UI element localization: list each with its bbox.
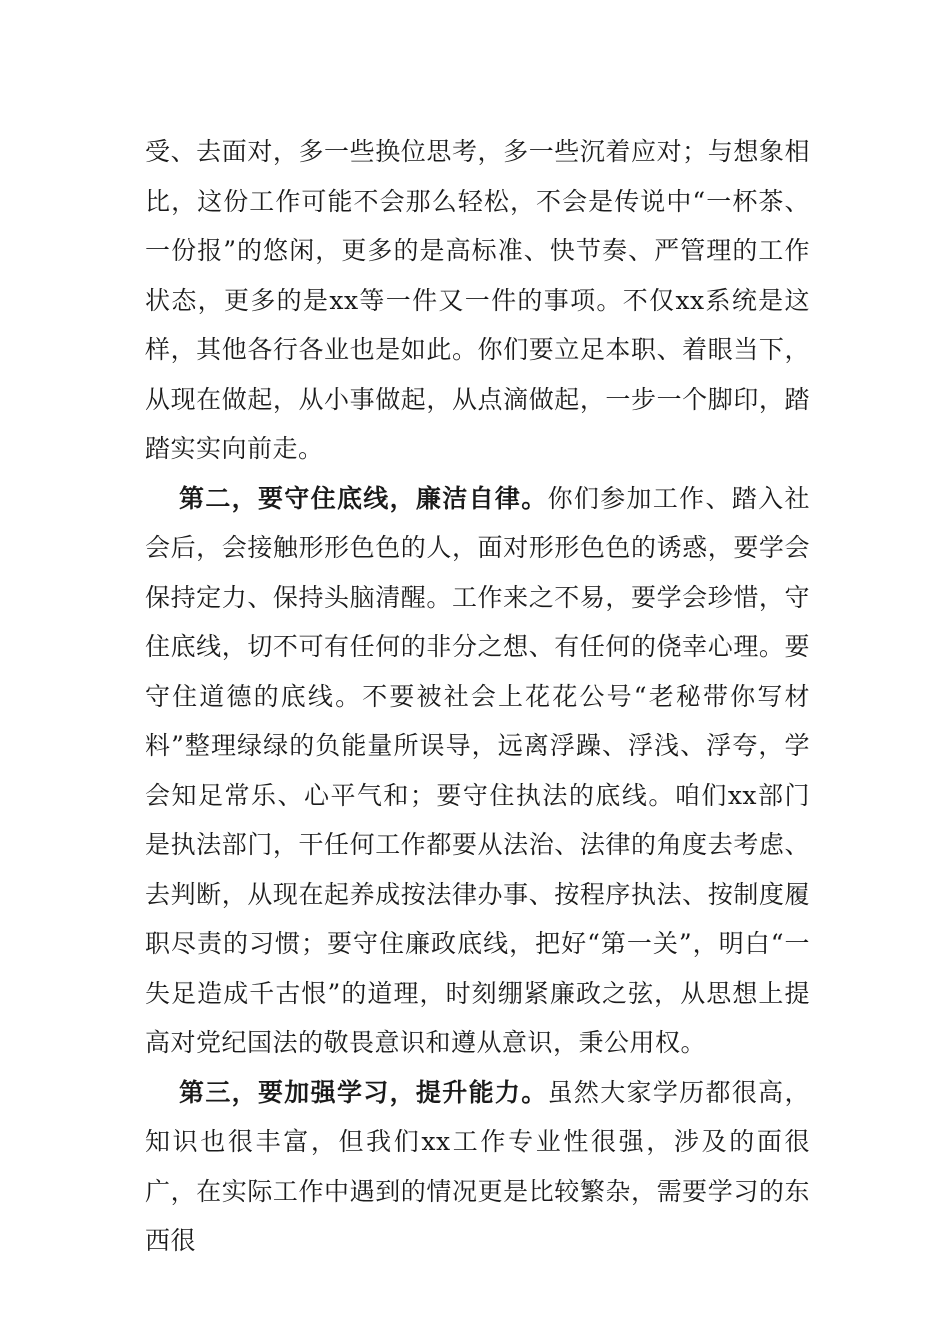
- paragraph-heading: 第二，要守住底线，廉洁自律。: [179, 483, 548, 513]
- paragraph-text: 你们参加工作、踏入社会后，会接触形形色色的人，面对形形色色的诱惑，要学会保持定力、保持头脑清醒。工作来之不易，要学会珍惜，守住底线，切不可有任何的非分之想、有任何的侥幸心理。要守住道德的底线。不要被社会上花花公号“老秘带你写材料”整理绿绿的负能量所误导，远离浮躁、浮浅、浮夸，学会知足常乐、心平气和；要守住执法的底线。咱们xx部门是执法部门，干任何工作都要从法治、法律的角度去考虑、去判断，从现在起养成按法律办事、按程序执法、按制度履职尽责的习惯；要守住廉政底线，把好“第一关”，明白“一失足造成千古恨”的道理，时刻绷紧廉政之弦，从思想上提高对党纪国法的敬畏意识和遵从意识，秉公用权。: [145, 483, 810, 1057]
- paragraph-second-point: [145, 474, 810, 1068]
- document-body: [145, 127, 810, 1266]
- paragraph-text: 虽然大家学历都很高，知识也很丰富，但我们xx工作专业性很强，涉及的面很广，在实际工作中遇到的情况更是比较繁杂，需要学习的东西很: [145, 1077, 810, 1255]
- paragraph-heading: 第三，要加强学习，提升能力。: [179, 1077, 548, 1107]
- paragraph-continued: [145, 127, 810, 474]
- paragraph-text: 受、去面对，多一些换位思考，多一些沉着应对；与想象相比，这份工作可能不会那么轻松，不会是传说中“一杯茶、一份报”的悠闲，更多的是高标准、快节奏、严管理的工作状态，更多的是xx等一件又一件的事项。不仅xx系统是这样，其他各行各业也是如此。你们要立足本职、着眼当下，从现在做起，从小事做起，从点滴做起，一步一个脚印，踏踏实实向前走。: [145, 137, 810, 463]
- paragraph-third-point: [145, 1068, 810, 1266]
